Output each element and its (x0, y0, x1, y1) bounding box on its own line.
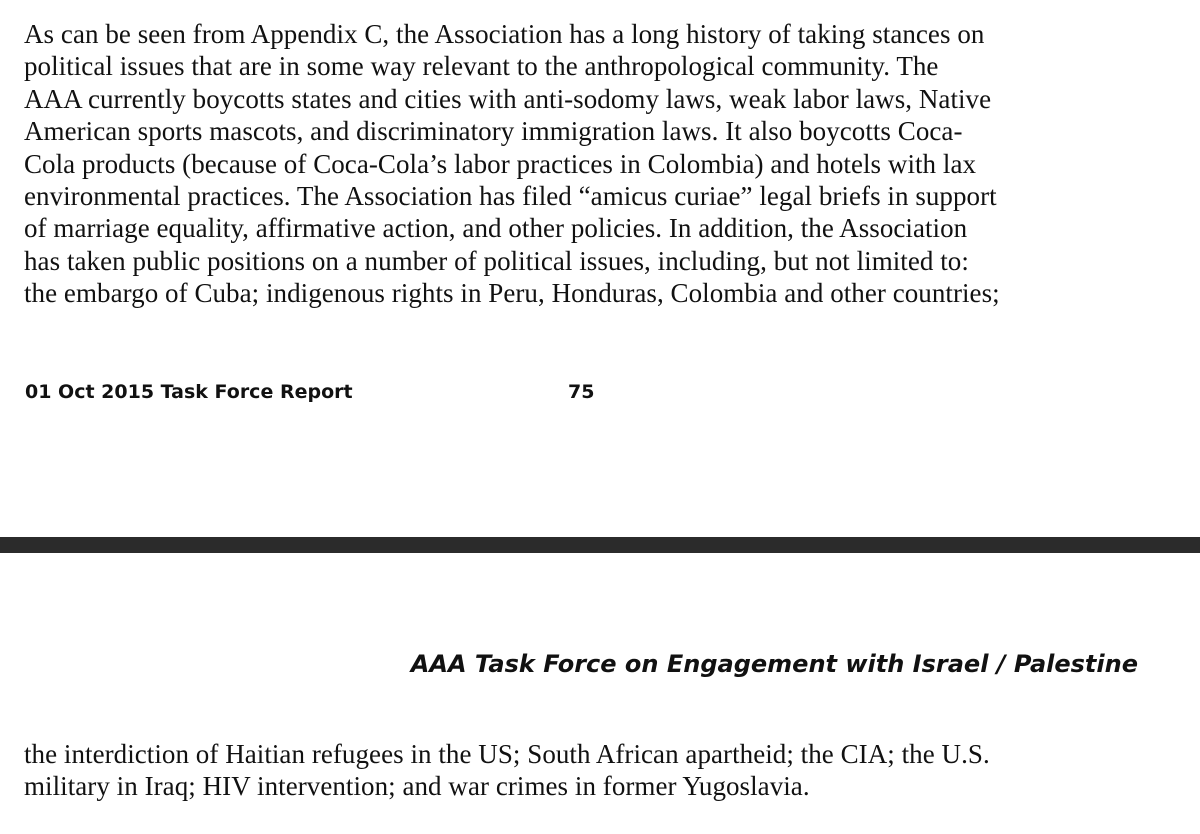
paragraph-line: military in Iraq; HIV intervention; and war crimes in former Yugoslavia. (24, 771, 810, 802)
paragraph-line: Cola products (because of Coca-Cola’s labor practices in Colombia) and hotels with lax (24, 148, 977, 179)
paragraph-line: the embargo of Cuba; indigenous rights in Peru, Honduras, Colombia and other countries; (24, 278, 1000, 309)
paragraph-line: the interdiction of Haitian refugees in the US; South African apartheid; the CIA; the U.S. (24, 739, 990, 769)
page-footer-label: 01 Oct 2015 Task Force Report (25, 381, 353, 403)
body-paragraph (24, 18, 1184, 310)
paragraph-line: has taken public positions on a number of political issues, including, but not limited to: (24, 245, 969, 276)
running-header: AAA Task Force on Engagement with Israel / Palestine (410, 650, 1138, 678)
paragraph-line: AAA currently boycotts states and cities with anti-sodomy laws, weak labor laws, Native (24, 83, 992, 114)
body-paragraph (24, 738, 1184, 803)
paragraph-line: As can be seen from Appendix C, the Association has a long history of taking stances on (24, 19, 985, 49)
paragraph-line: environmental practices. The Association has filed “amicus curiae” legal briefs in support (24, 180, 997, 211)
paragraph-line: of marriage equality, affirmative action, and other policies. In addition, the Association (24, 213, 968, 244)
page-break-divider (0, 537, 1200, 553)
paragraph-line: American sports mascots, and discriminatory immigration laws. It also boycotts Coca- (24, 116, 963, 147)
paragraph-line: political issues that are in some way relevant to the anthropological community. The (24, 51, 939, 82)
page-number: 75 (568, 381, 595, 403)
